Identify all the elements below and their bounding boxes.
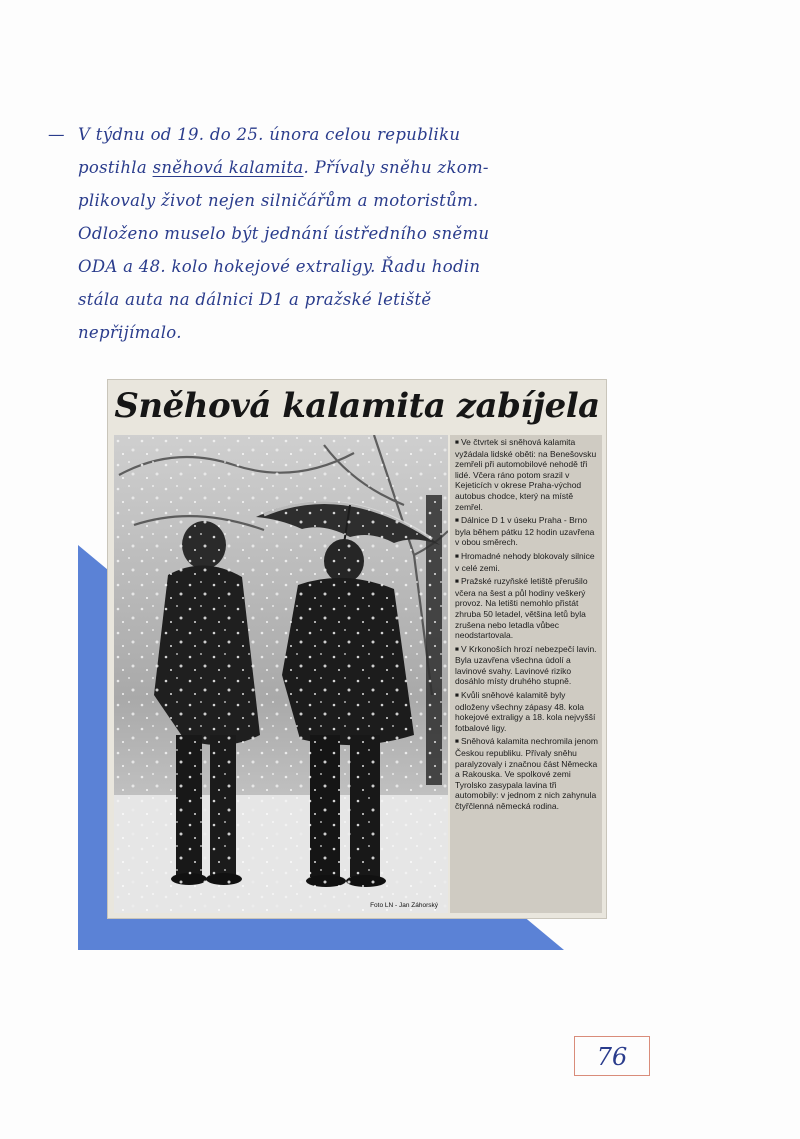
underlined-phrase: sněhová kalamita: [152, 158, 304, 177]
handwritten-note: [48, 118, 568, 349]
news-item-avalanches: ■ V Krkonoších hrozí nebezpečí lavin. Byla uzavřena všechna údolí a lavinové svahy. Lavinové riziko dosáhlo místy druhého stupně.: [455, 644, 599, 687]
handwritten-line-4: Odloženo muselo být jednání ústředního sněmu: [78, 224, 490, 243]
newspaper-clipping: [108, 380, 606, 918]
handwritten-line-1: — V týdnu od 19. do 25. února celou republiku: [48, 118, 568, 151]
photo-credit: Foto LN - Jan Záhorský: [370, 902, 438, 909]
handwritten-line-7: nepřijímalo.: [78, 323, 182, 342]
news-item-casualties: ■ Ve čtvrtek si sněhová kalamita vyžádala lidské oběti: na Benešovsku zemřeli při automobilové nehodě tři lidé. Včera ráno potom srazil v Kejeticích v okrese Praha-východ autobus chodce, který na místě zemřel.: [455, 437, 599, 512]
news-item-sports: ■ Kvůli sněhové kalamitě byly odloženy všechny zápasy 48. kola hokejové extraligy a 18. kola nejvyšší fotbalové ligy.: [455, 690, 599, 733]
news-item-airport: ■ Pražské ruzyňské letiště přerušilo včera na šest a půl hodiny veškerý provoz. Na letišti nemohlo přistát zhruba 50 letadel, většina letů byla zrušena nebo letadla vůbec neodstartovala.: [455, 576, 599, 641]
handwritten-line-2: [48, 151, 568, 184]
dash-mark: —: [48, 125, 65, 144]
snow-photo-drawing: [114, 435, 448, 913]
news-column: [450, 435, 602, 913]
handwritten-line-2-text: postihla sněhová kalamita. Přívaly sněhu zkom-: [78, 158, 489, 177]
news-item-europe: ■ Sněhová kalamita nechromila jenom Českou republiku. Přívaly sněhu paralyzovaly i značnou část Německa a Rakouska. Ve spolkové zemi Tyrolsko zasypala lavina tři automobily: v jednom z nich zahynula čtyřčlenná německá rodina.: [455, 736, 599, 811]
handwritten-line-6: stála auta na dálnici D1 a pražské letiště: [78, 290, 432, 309]
clipping-headline: Sněhová kalamita zabíjela: [114, 386, 600, 426]
page-number: 76: [574, 1036, 650, 1076]
snow-photo: [114, 435, 448, 913]
news-item-highway: ■ Dálnice D 1 v úseku Praha - Brno byla během pátku 12 hodin uzavřena v obou směrech.: [455, 515, 599, 548]
handwritten-line-5: ODA a 48. kolo hokejové extraligy. Řadu hodin: [78, 257, 481, 276]
news-item-accidents: ■ Hromadné nehody blokovaly silnice v celé zemi.: [455, 551, 599, 573]
handwritten-line-3: plikovaly život nejen silničářům a motoristům.: [78, 191, 479, 210]
